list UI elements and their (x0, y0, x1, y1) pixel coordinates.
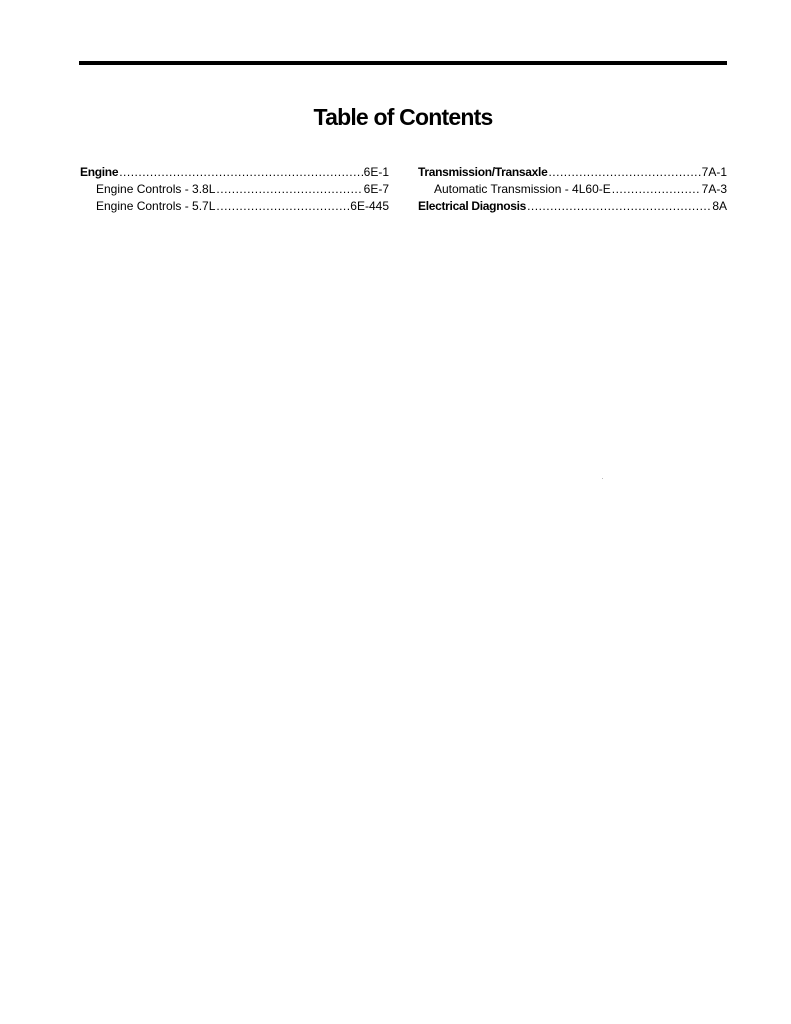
toc-dot-leader (612, 181, 701, 198)
toc-dot-leader (548, 164, 700, 181)
toc-dot-leader (119, 164, 362, 181)
toc-entry-transmission-transaxle[interactable] (418, 164, 727, 181)
toc-entry-page: 6E-1 (363, 165, 389, 179)
toc-entry-page: 6E-7 (363, 182, 389, 196)
toc-entry-electrical-diagnosis[interactable] (418, 198, 727, 215)
toc-left-column (80, 164, 389, 215)
toc-dot-leader (216, 181, 362, 198)
toc-entry-engine[interactable] (80, 164, 389, 181)
toc-entry-automatic-transmission-4l60-e[interactable] (418, 181, 727, 198)
toc-right-column (418, 164, 727, 215)
header-rule (79, 61, 727, 65)
toc-entry-page: 8A (712, 199, 727, 213)
toc-entry-page: 7A-1 (701, 165, 727, 179)
toc-dot-leader (527, 198, 711, 215)
scan-speck (602, 478, 603, 479)
toc-entry-label: Transmission/Transaxle (418, 165, 548, 179)
toc-entry-label: Engine Controls - 3.8L (96, 182, 216, 196)
toc-entry-label: Engine (80, 165, 119, 179)
toc-entry-label: Automatic Transmission - 4L60-E (434, 182, 611, 196)
toc-entry-engine-controls-3-8l[interactable] (80, 181, 389, 198)
toc-entry-label: Engine Controls - 5.7L (96, 199, 216, 213)
page-title: Table of Contents (313, 104, 493, 130)
toc-entry-page: 6E-445 (350, 199, 389, 213)
toc-dot-leader (216, 198, 349, 215)
toc-entry-label: Electrical Diagnosis (418, 199, 527, 213)
toc-entry-page: 7A-3 (701, 182, 727, 196)
toc-entry-engine-controls-5-7l[interactable] (80, 198, 389, 215)
